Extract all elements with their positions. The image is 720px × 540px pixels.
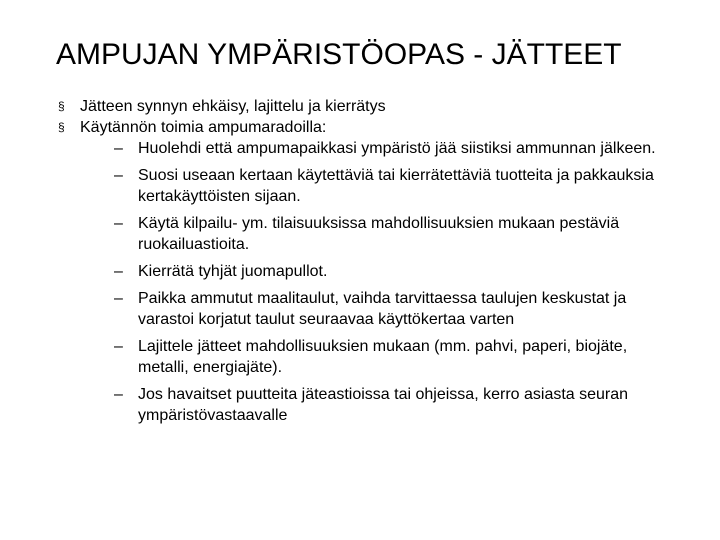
- dash-marker: –: [114, 215, 123, 232]
- sub-bullet-text: Käytä kilpailu- ym. tilaisuuksissa mahdollisuuksien mukaan pestäviä ruokailuastioita.: [138, 215, 620, 253]
- slide-content: [58, 96, 658, 432]
- dash-marker: –: [114, 167, 123, 184]
- sub-bullet-item: [58, 261, 658, 282]
- sub-bullet-item: [58, 336, 658, 378]
- sub-bullet-text: Suosi useaan kertaan käytettäviä tai kierrätettäviä tuotteita ja pakkauksia kertakäyttöisten sijaan.: [138, 167, 654, 205]
- sub-bullet-list: [58, 138, 658, 426]
- dash-marker: –: [114, 386, 123, 403]
- bullet-item: [58, 96, 658, 117]
- dash-marker: –: [114, 290, 123, 307]
- slide-title: AMPUJAN YMPÄRISTÖOPAS - JÄTTEET: [56, 38, 622, 71]
- dash-marker: –: [114, 338, 123, 355]
- sub-bullet-item: [58, 288, 658, 330]
- dash-marker: –: [114, 140, 123, 157]
- bullet-marker: §: [58, 120, 65, 134]
- bullet-marker: §: [58, 99, 65, 113]
- sub-bullet-text: Paikka ammutut maalitaulut, vaihda tarvittaessa taulujen keskustat ja varastoi korjatut taulut seuraavaa käyttökertaa varten: [138, 290, 627, 328]
- sub-bullet-text: Jos havaitset puutteita jäteastioissa tai ohjeissa, kerro asiasta seuran ympäristövastaavalle: [138, 386, 629, 424]
- sub-bullet-text: Kierrätä tyhjät juomapullot.: [138, 263, 328, 280]
- bullet-item: [58, 117, 658, 138]
- sub-bullet-text: Lajittele jätteet mahdollisuuksien mukaan (mm. pahvi, paperi, biojäte, metalli, energiajäte).: [138, 338, 628, 376]
- dash-marker: –: [114, 263, 123, 280]
- sub-bullet-item: [58, 165, 658, 207]
- sub-bullet-item: [58, 138, 658, 159]
- bullet-text: Jätteen synnyn ehkäisy, lajittelu ja kierrätys: [80, 98, 386, 115]
- sub-bullet-text: Huolehdi että ampumapaikkasi ympäristö jää siistiksi ammunnan jälkeen.: [138, 140, 656, 157]
- sub-bullet-item: [58, 213, 658, 255]
- bullet-text: Käytännön toimia ampumaradoilla:: [80, 119, 327, 136]
- sub-bullet-item: [58, 384, 658, 426]
